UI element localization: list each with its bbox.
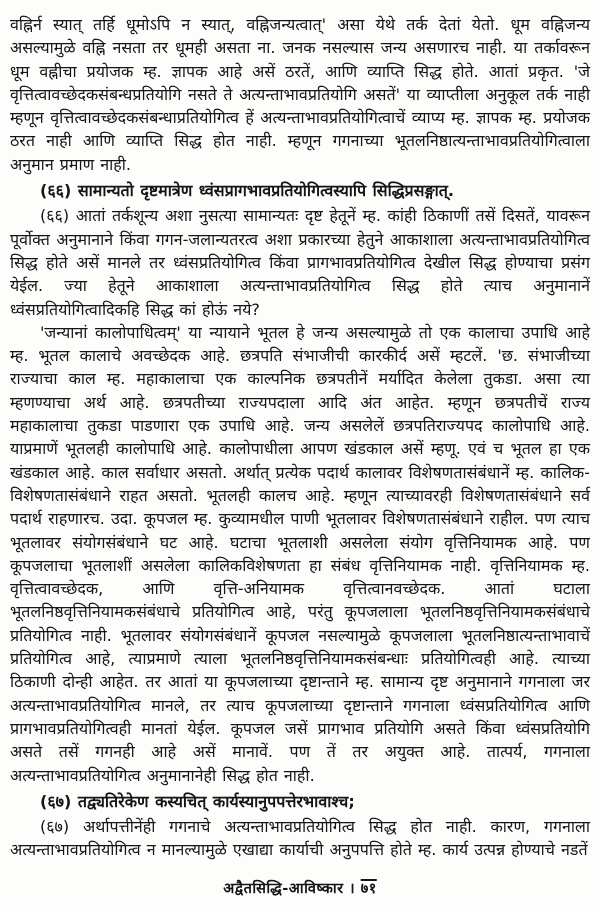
intro-paragraph: वह्निर्न स्यात् तर्हि धूमोऽपि न स्यात्, वह्निजन्यत्वात्' असा येथे तर्क देतां येतो. धूम वह्निजन्य असल्यामुळे वह्नि नसता तर धूमही असता ना. जनक नसल्यास जन्य असणारच नाही. या तर्कावरून धूम वह्नीचा प्रयोजक म्ह. ज्ञापक आहे असें ठरतें, आणि व्याप्ति सिद्ध होते. आतां प्रकृत. 'जे वृत्तित्वावच्छेदकसंबन्धप्रतियोगि नसते ते अत्यन्ताभावप्रतियोगि असतें' या व्याप्तीला अनुकूल तर्क नाही म्हणून वृत्तित्वावच्छेदकसंबन्धाप्रतियोगित्व हें अत्यन्ताभावप्रतियोगित्वाचें व्याप्य म्ह. ज्ञापक म्ह. प्रयोजक ठरत नाही आणि व्याप्ति सिद्ध होत नाही. म्हणून गगनाच्या भूतलनिष्ठात्यन्ताभावप्रतियोगित्वाला अनुमान प्रमाण नाही. <box>10 15 590 174</box>
page-number: ७१ <box>360 881 377 897</box>
page-text-block <box>10 13 590 862</box>
section-67-heading: (६७) तद्व्यतिरेकेण कस्यचित् कार्यस्यानुपपत्तेरभावाश्च; <box>40 791 355 811</box>
section-66-paragraph: (६६) आतां तर्कशून्य अशा नुसत्या सामान्यतः दृष्ट हेतूनें म्ह. कांही ठिकाणीं तसें दिसतें, यावरून पूर्वोक्त अनुमानाने किंवा गगन-जलान्यतरत्व अशा प्रकारच्या हेतुने आकाशाला अत्यन्ताभावप्रतियोगित्व सिद्ध होते असें मानले तर ध्वंसप्रतियोगित्व किंवा प्रागभावप्रतियोगित्व देखील सिद्ध होण्याचा प्रसंग येईल. ज्या हेतूने आकाशाला अत्यन्ताभावप्रतियोगित्व सिद्ध होते त्याच अनुमानानें ध्वंसप्रतियोगित्वादिकहि सिद्ध कां होऊं नये? <box>10 206 590 319</box>
book-title: अद्वैतसिद्धि-आविष्कार <box>223 881 344 897</box>
footer-separator: । <box>349 881 356 897</box>
kalopadhi-paragraph: 'जन्यानां कालोपाधित्वम्' या न्यायाने भूतल हे जन्य असल्यामुळे तो एक कालाचा उपाधि आहे म्ह. भूतल कालाचे अवच्छेदक आहे. छत्रपति संभाजीची कारकीर्द असें म्हटलें. 'छ. संभाजीच्या राज्याचा काल म्ह. महाकालाचा एक काल्पनिक छत्रपतीनें मर्यादित केलेला तुकडा. असा त्या म्हणण्याचा अर्थ आहे. छत्रपतीच्या राज्यपदाला आदि अंत आहेत. म्हणून छत्रपतीचें राज्य महाकालाचा तुकडा पाडणारा एक उपाधि आहे. जन्य असलेलें छत्रपतिराज्यपद कालोपाधि आहे. याप्रमाणें भूतलही कालोपाधि आहे. कालोपाधीला आपण खंडकाल असें म्हणू. एवं च भूतल हा एक खंडकाल आहे. काल सर्वाधार असतो. अर्थात् प्रत्येक पदार्थ कालावर विशेषणतासंबंधानें म्ह. कालिक-विशेषणतासंबंधाने राहत असतो. भूतलही कालच आहे. म्हणून त्याच्यावरही विशेषणतासंबंधाने सर्व पदार्थ राहणारच. उदा. कूपजल म्ह. कुव्यामधील पाणी भूतलावर विशेषणतासंबंधाने राहील. पण त्याच भूतलावर संयोगसंबंधाने घट आहे. घटाचा भूतलाशी असलेला संयोग वृत्तिनियामक आहे. पण कूपजलाचा भूतलाशीं असलेला कालिकविशेषणता हा संबंध वृत्तिनियामक नाही. वृत्तिनियामक म्ह. वृत्तित्वावच्छेदक, आणि वृत्ति-अनियामक वृत्तित्वानवच्छेदक. आतां घटाला भूतलनिष्ठवृत्तिनियामकसंबंधाचे प्रतियोगित्व आहे, परंतु कूपजलाला भूतलनिष्ठवृत्तिनियामकसंबंधाचे प्रतियोगित्व नाही. भूतलावर संयोगसंबंधानें कूपजल नसल्यामुळे कूपजलाला भूतलनिष्ठात्यन्ताभावाचें प्रतियोगित्व आहे, त्याप्रमाणे त्याला भूतलनिष्ठवृत्तिनियामकसंबन्धाः प्रतियोगित्वही आहे. त्याच्या ठिकाणी दोन्ही आहेत. तर आतां या कूपजलाच्या दृष्टान्ताने म्ह. सामान्य दृष्ट अनुमानाने गगनाला जर अत्यन्ताभावप्रतियोगित्व मानले, तर त्याच कूपजलाच्या दृष्टान्ताने गगनाला ध्वंसप्रतियोगित्व आणि प्रागभावप्रतियोगित्वही मानतां येईल. कूपजल जसें प्रागभाव प्रतियोगि असते किंवा ध्वंसप्रतियोगि असते तसें गगनही आहे असें मानावें. पण तें तर अयुक्त आहे. तात्पर्य, गगनाला अत्यन्ताभावप्रतियोगित्व अनुमानानेही सिद्ध होत नाही. <box>10 322 591 785</box>
section-66-heading: (६६) सामान्यतो दृष्टमात्रेण ध्वंसप्रागभावप्रतियोगित्वस्यापि सिद्धिप्रसङ्गात्. <box>40 181 454 201</box>
page-footer <box>10 878 590 902</box>
section-67-paragraph: (६७) अर्थापत्तीनेंही गगनाचे अत्यन्ताभावप्रतियोगित्व सिद्ध होत नाही. कारण, गगनाला अत्यन्ताभावप्रतियोगित्व न मानल्यामुळे एखाद्या कार्याची अनुपपत्ति होते म्ह. कार्य उत्पन्न होण्याचे नडतें <box>10 817 590 860</box>
